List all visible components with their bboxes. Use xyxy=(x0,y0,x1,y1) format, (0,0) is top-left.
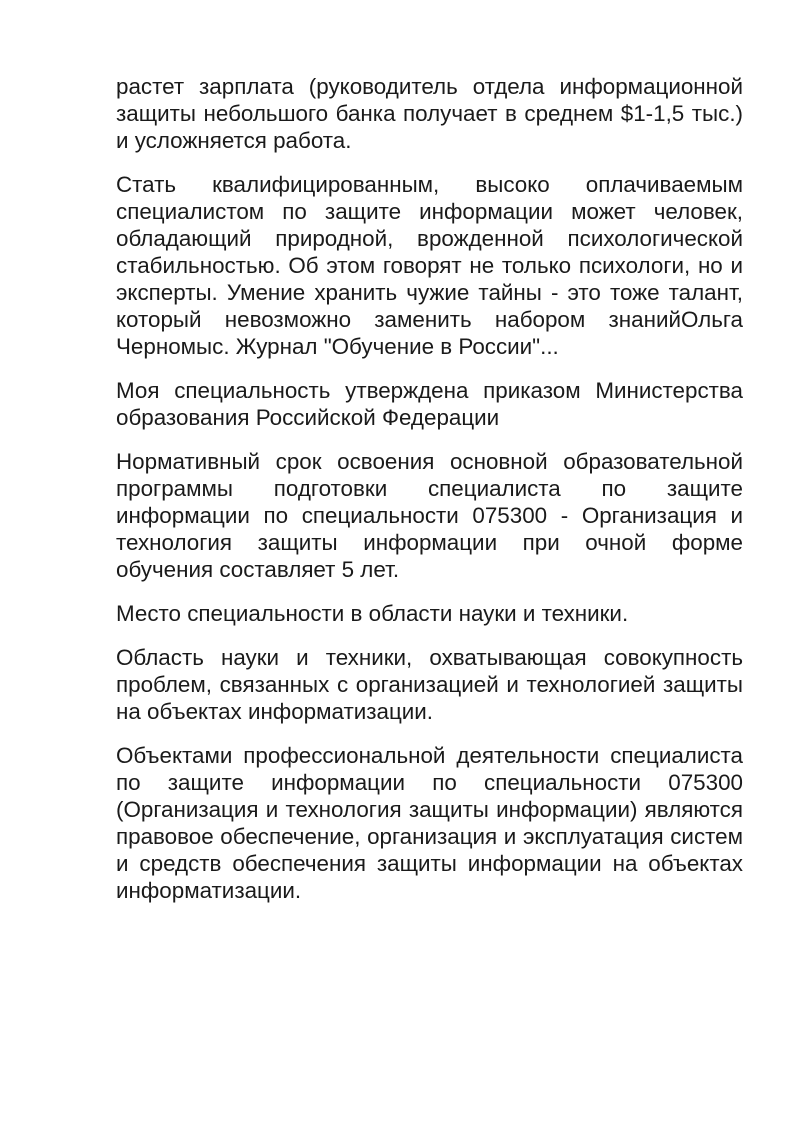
paragraph-objects: Объектами профессиональной деятельности специалиста по защите информации по специальности 075300 (Организация и технология защиты информации) являются правовое обеспечение, организация и эксплуатация систем и средств обеспечения защиты информации на объектах информатизации. xyxy=(116,743,743,903)
paragraph-term: Нормативный срок освоения основной образовательной программы подготовки специалиста по защите информации по специальности 075300 - Организация и технология защиты информации при очной форме обучения составляет 5 лет. xyxy=(116,449,743,582)
paragraph-approval: Моя специальность утверждена приказом Министерства образования Российской Федерации xyxy=(116,378,743,430)
paragraph-salary: растет зарплата (руководитель отдела информационной защиты небольшого банка получает в среднем $1-1,5 тыс.) и усложняется работа. xyxy=(116,74,743,153)
document-page xyxy=(116,73,743,921)
paragraph-field: Область науки и техники, охватывающая совокупность проблем, связанных с организацией и технологией защиты на объектах информатизации. xyxy=(116,645,743,724)
paragraph-place: Место специальности в области науки и техники. xyxy=(116,601,629,626)
paragraph-qualification: Стать квалифицированным, высоко оплачиваемым специалистом по защите информации может человек, обладающий природной, врожденной психологической стабильностью. Об этом говорят не только психологи, но и эксперты. Умение хранить чужие тайны - это тоже талант, который невозможно заменить набором знанийОльга Черномыс. Журнал "Обучение в России"... xyxy=(116,172,743,359)
